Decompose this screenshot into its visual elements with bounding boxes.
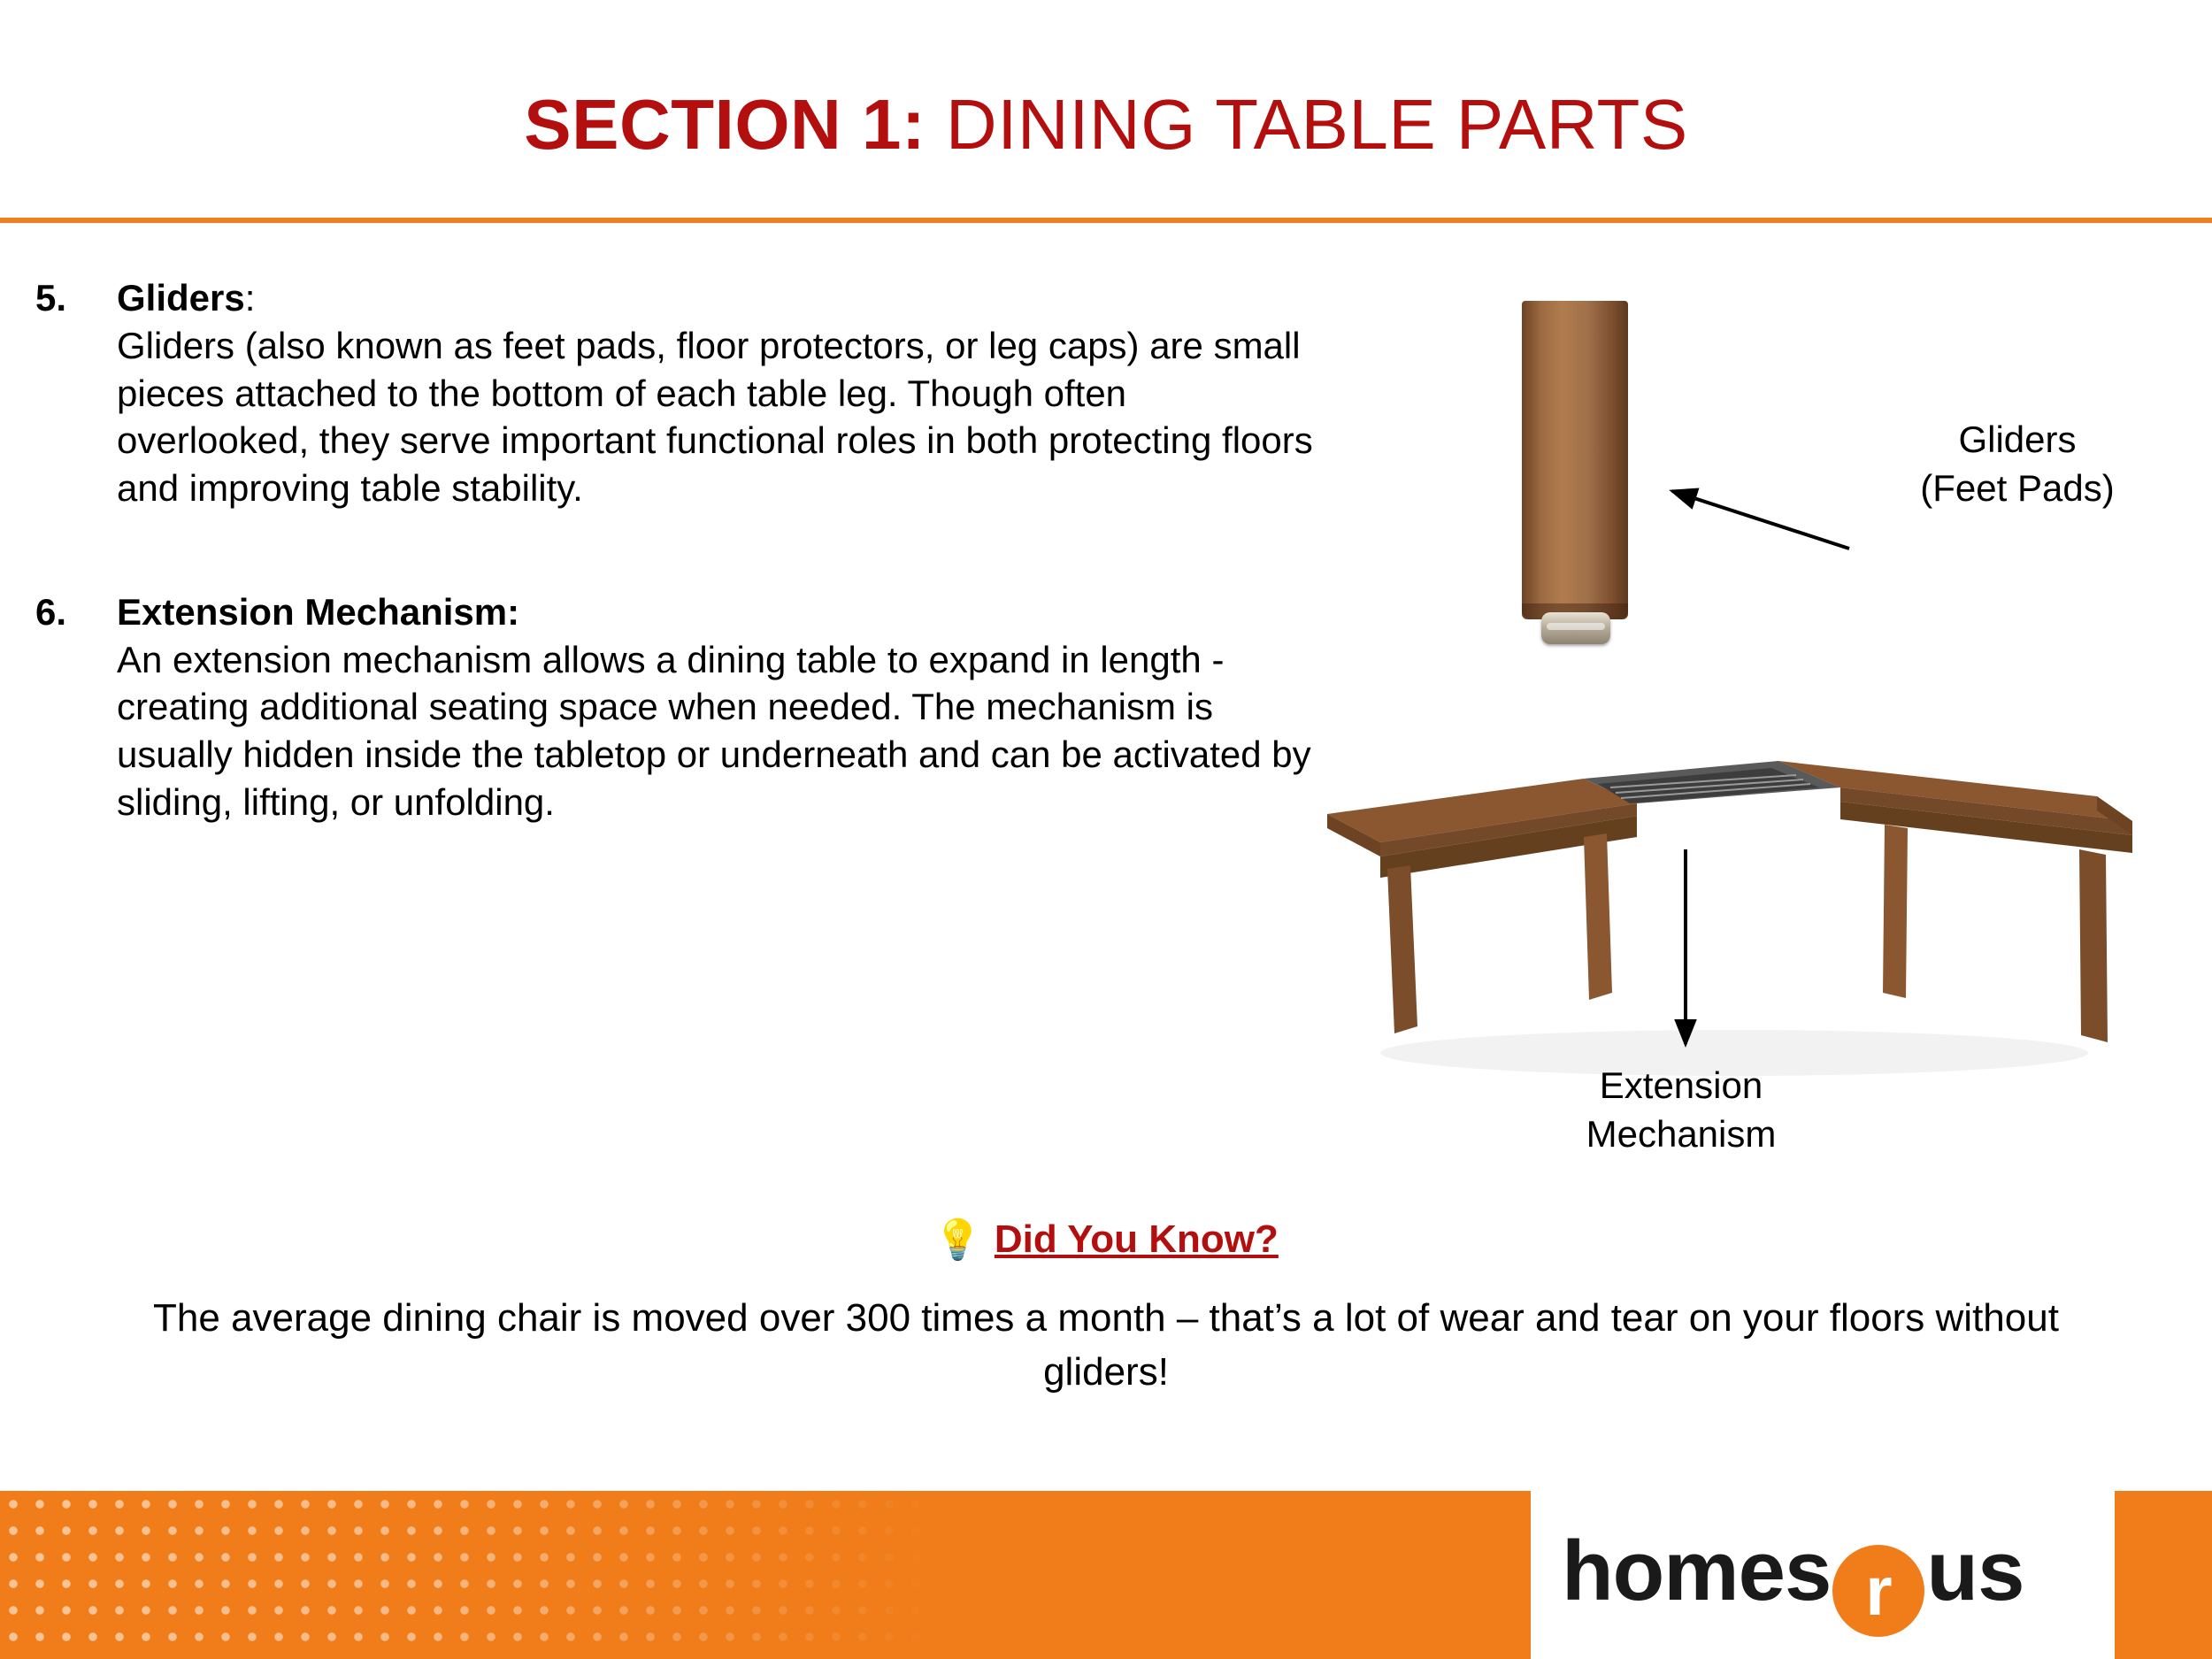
header-divider: [0, 218, 2212, 223]
table-leg-shape: [1522, 301, 1628, 619]
list-item: [35, 588, 1327, 826]
brand-logo-part2: us: [1926, 1524, 2024, 1618]
table-leg-illustration: [1504, 301, 1655, 672]
slide-footer: [0, 1491, 2212, 1659]
brand-logo-circle: r: [1832, 1545, 1924, 1637]
gliders-callout-label: [1858, 416, 2177, 512]
list-item: [35, 274, 1327, 512]
list-item-text: Gliders (also known as feet pads, floor protectors, or leg caps) are small pieces attached to the bottom of each table leg. Though often overlooked, they serve important functional roles in both protecting floors and improving table stability.: [117, 324, 1313, 509]
brand-logo-part1: homes: [1562, 1524, 1832, 1618]
gliders-callout-line2: (Feet Pads): [1920, 466, 2115, 509]
extension-callout-label: [1495, 1062, 1867, 1158]
content-list: [35, 274, 1327, 871]
footer-dot-pattern: [0, 1491, 938, 1659]
did-you-know-header: [0, 1217, 2212, 1263]
extension-callout-line1: Extension: [1599, 1064, 1763, 1106]
did-you-know-title: Did You Know?: [994, 1217, 1279, 1261]
brand-logo: [1562, 1523, 2024, 1629]
list-item-number: 5.: [35, 277, 67, 319]
list-item-heading-suffix: :: [244, 277, 256, 319]
extension-callout-line2: Mechanism: [1586, 1112, 1777, 1155]
list-item-heading-text: Extension Mechanism:: [117, 590, 520, 633]
list-item-heading: [117, 588, 1327, 636]
lightbulb-icon: 💡: [933, 1218, 982, 1262]
list-item-body: [117, 588, 1327, 826]
glider-pad-shape: [1541, 612, 1610, 644]
page-title: [0, 84, 2212, 165]
page-title-section: SECTION 1:: [524, 85, 926, 164]
list-item-heading: [117, 274, 1327, 322]
gliders-callout-line1: Gliders: [1958, 419, 2077, 460]
page-title-subject: DINING TABLE PARTS: [926, 85, 1688, 164]
list-item-text: An extension mechanism allows a dining table to expand in length - creating additional seating space when needed. The mechanism is usually hidden inside the tabletop or underneath and can be activated by sliding, lifting, or unfolding.: [117, 638, 1311, 823]
list-item-heading-text: Gliders: [117, 277, 245, 319]
list-item-body: [117, 274, 1327, 512]
gliders-arrow: [1672, 491, 1849, 549]
slide-header: [0, 0, 2212, 224]
did-you-know-text: The average dining chair is moved over 300 times a month – that’s a lot of wear and tear on your floors without gliders!: [153, 1296, 2059, 1394]
list-item-number: 6.: [35, 590, 67, 633]
